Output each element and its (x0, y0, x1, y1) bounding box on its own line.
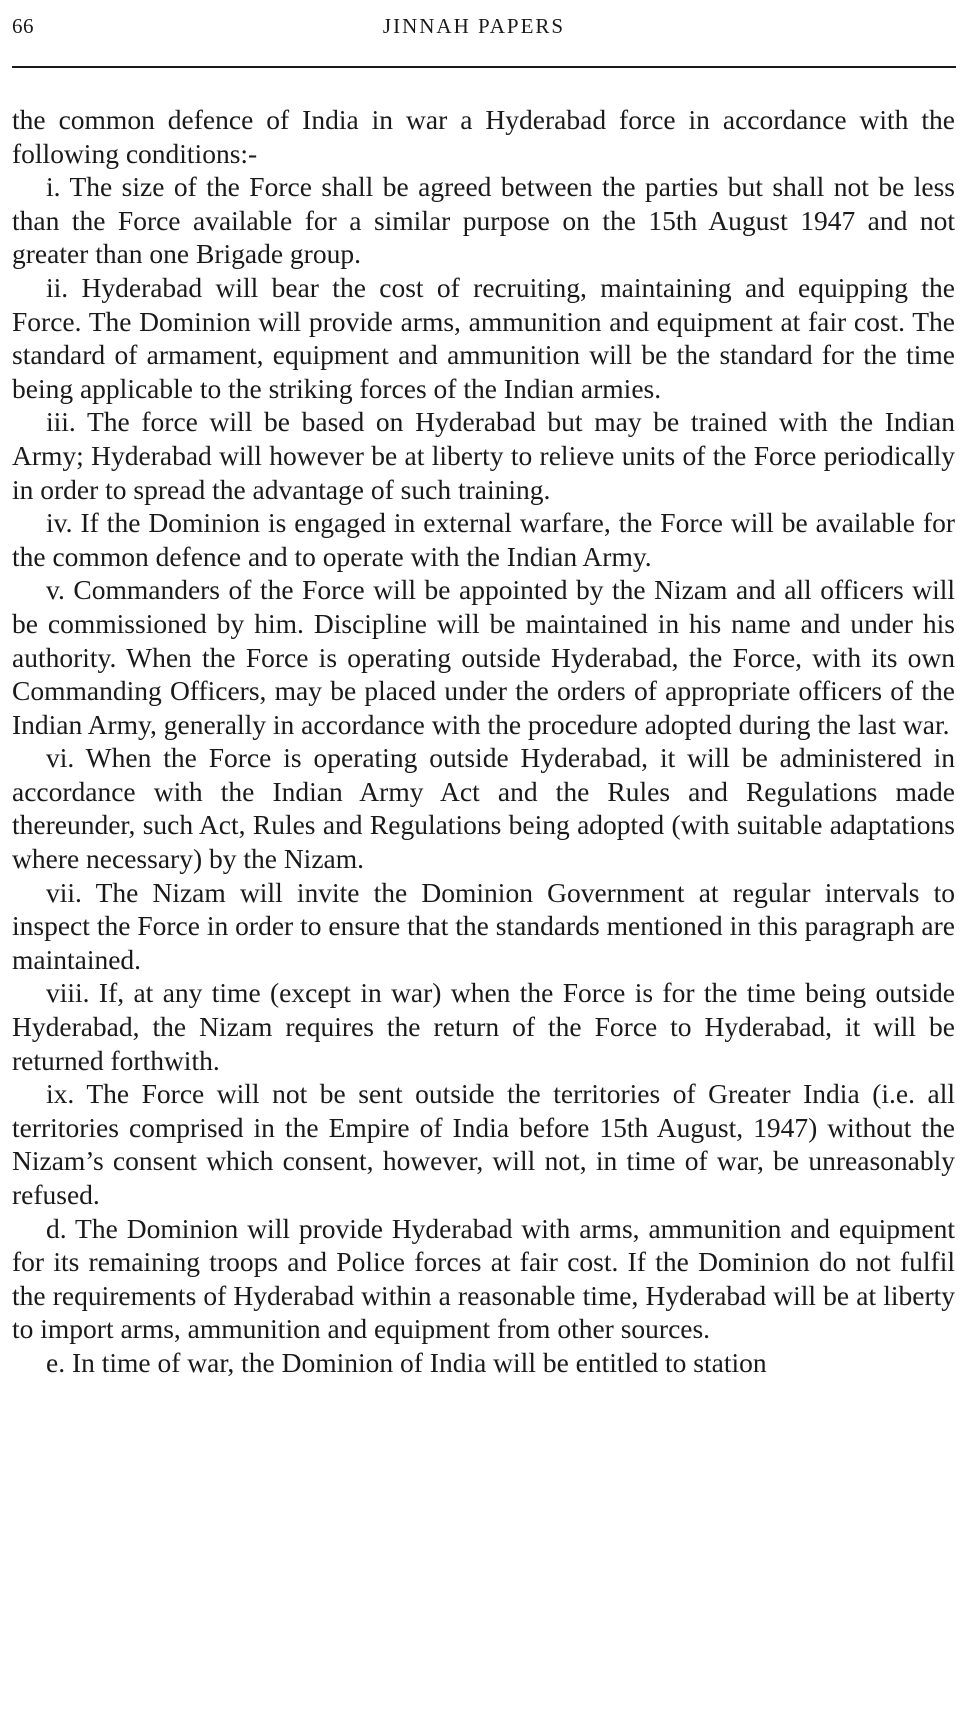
header-divider (12, 66, 956, 68)
paragraph-clause-e: e. In time of war, the Dominion of India will be entitled to station (46, 1346, 767, 1378)
paragraph-clause-i: i. The size of the Force shall be agreed between the parties but shall not be less than the Force available for a similar purpose on the 15th August 1947 and not greater than one Brigade group. (12, 171, 955, 270)
paragraph-clause-v: v. Commanders of the Force will be appointed by the Nizam and all officers will be commissioned by him. Discipline will be maintained in his name and under his authority. When the Force is operating outside Hyderabad, the Force, with its own Commanding Officers, may be placed under the orders of appropriate officers of the Indian Army, generally in accordance with the procedure adopted during the last war. (12, 574, 955, 740)
paragraph-clause-iii: iii. The force will be based on Hyderabad but may be trained with the Indian Army; Hyderabad will however be at liberty to relieve units of the Force periodically in order to spread the advantage of such training. (12, 406, 955, 505)
paragraph-clause-vii: vii. The Nizam will invite the Dominion Government at regular intervals to inspect the Force in order to ensure that the standards mentioned in this paragraph are maintained. (12, 876, 955, 975)
paragraph-clause-ii: ii. Hyderabad will bear the cost of recruiting, maintaining and equipping the Force. The Dominion will provide arms, ammunition and equipment at fair cost. The standard of armament, equipment and ammunition will be the standard for the time being applicable to the striking forces of the Indian armies. (12, 271, 955, 404)
body-text (12, 103, 955, 1380)
paragraph-clause-vi: vi. When the Force is operating outside Hyderabad, it will be administered in accordance with the Indian Army Act and the Rules and Regulations made thereunder, such Act, Rules and Regulations being adopted (with suitable adaptations where necessary) by the Nizam. (12, 742, 955, 875)
paragraph-clause-d: d. The Dominion will provide Hyderabad with arms, ammunition and equipment for its remaining troops and Police forces at fair cost. If the Dominion do not fulfil the requirements of Hyderabad within a reasonable time, Hyderabad will be at liberty to import arms, ammunition and equipment from other sources. (12, 1212, 955, 1345)
paragraph-continuation: the common defence of India in war a Hyderabad force in accordance with the following conditions:- (12, 104, 955, 169)
paragraph-clause-ix: ix. The Force will not be sent outside the territories of Greater India (i.e. all territories comprised in the Empire of India before 15th August, 1947) without the Nizam’s consent which consent, however, will not, in time of war, be unreasonably refused. (12, 1078, 955, 1210)
paragraph-clause-iv: iv. If the Dominion is engaged in external warfare, the Force will be available for the common defence and to operate with the Indian Army. (12, 507, 955, 572)
page-number: 66 (12, 14, 34, 38)
running-title: JINNAH PAPERS (382, 14, 566, 38)
paragraph-clause-viii: viii. If, at any time (except in war) when the Force is for the time being outside Hyderabad, the Nizam requires the return of the Force to Hyderabad, it will be returned forthwith. (12, 977, 955, 1076)
running-head (12, 14, 956, 54)
